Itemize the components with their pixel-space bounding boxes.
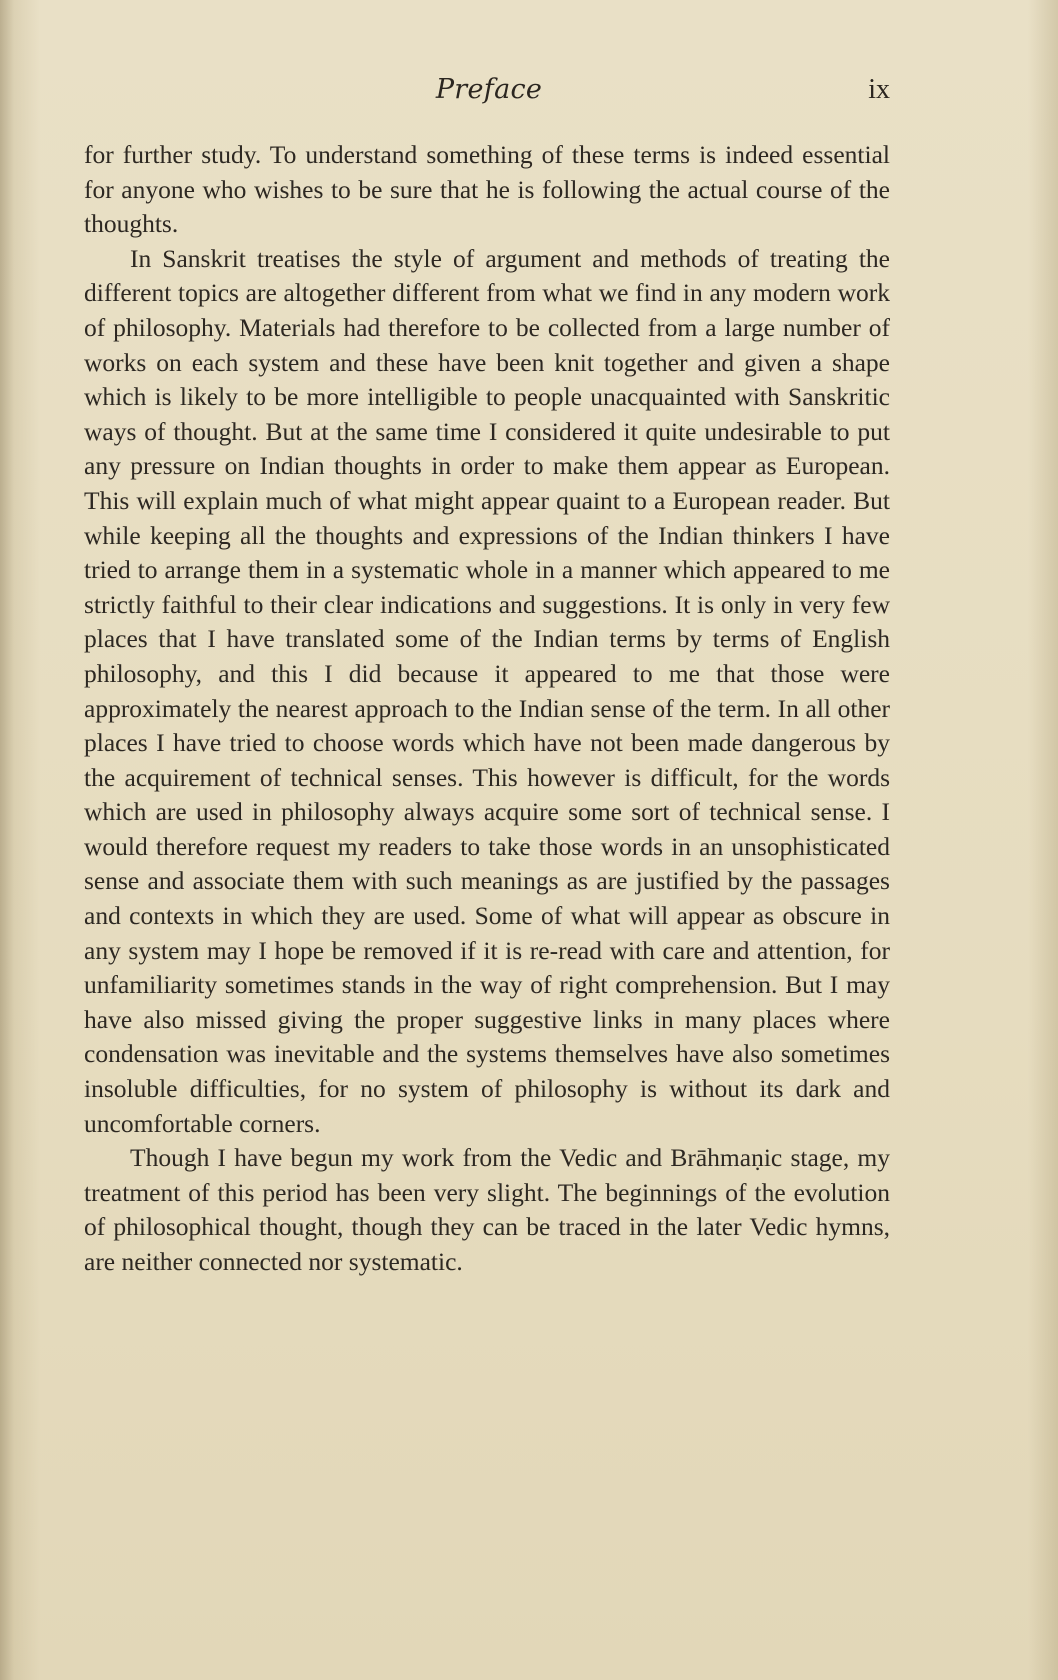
paragraph-methods: In Sanskrit treatises the style of argument and methods of treating the different topics are altogether different from what we find in any modern work of philosophy. Materials had therefore to be collected from a large number of works on each system and these have been knit together and given a shape which is likely to be more intelligible to people unacquainted with Sanskritic ways of thought. But at the same time I considered it quite undesirable to put any pressure on Indian thoughts in order to make them appear as European. This will explain much of what might appear quaint to a European reader. But while keeping all the thoughts and expressions of the Indian thinkers I have tried to arrange them in a systematic whole in a manner which appeared to me strictly faithful to their clear indications and suggestions. It is only in very few places that I have translated some of the Indian terms by terms of English philosophy, and this I did because it appeared to me that those were approximately the nearest approach to the Indian sense of the term. In all other places I have tried to choose words which have not been made dangerous by the acquirement of technical senses. This however is difficult, for the words which are used in philosophy always acquire some sort of technical sense. I would therefore request my readers to take those words in an unsophisticated sense and associate them with such meanings as are justified by the passages and contexts in which they are used. Some of what will appear as obscure in any system may I hope be removed if it is re-read with care and attention, for unfamiliarity sometimes stands in the way of right comprehension. But I may have also missed giving the proper suggestive links in many places where condensation was inevitable and the systems themselves have also sometimes insoluble difficulties, for no system of philosophy is without its dark and uncomfortable corners. xyxy=(84,243,890,1138)
paragraph-continued: for further study. To understand something of these terms is indeed essential for anyone who wishes to be sure that he is following the actual course of the thoughts. xyxy=(84,140,890,239)
body-text xyxy=(84,138,890,1280)
page-number: ix xyxy=(868,74,890,105)
running-head: Preface xyxy=(435,74,543,105)
page-header xyxy=(86,74,892,120)
paragraph-vedic-stage: Though I have begun my work from the Vedic and Brāhmaṇic stage, my treatment of this period has been very slight. The beginnings of the evolution of philosophical thought, though they can be traced in the later Vedic hymns, are neither connected nor systematic. xyxy=(84,1143,890,1276)
